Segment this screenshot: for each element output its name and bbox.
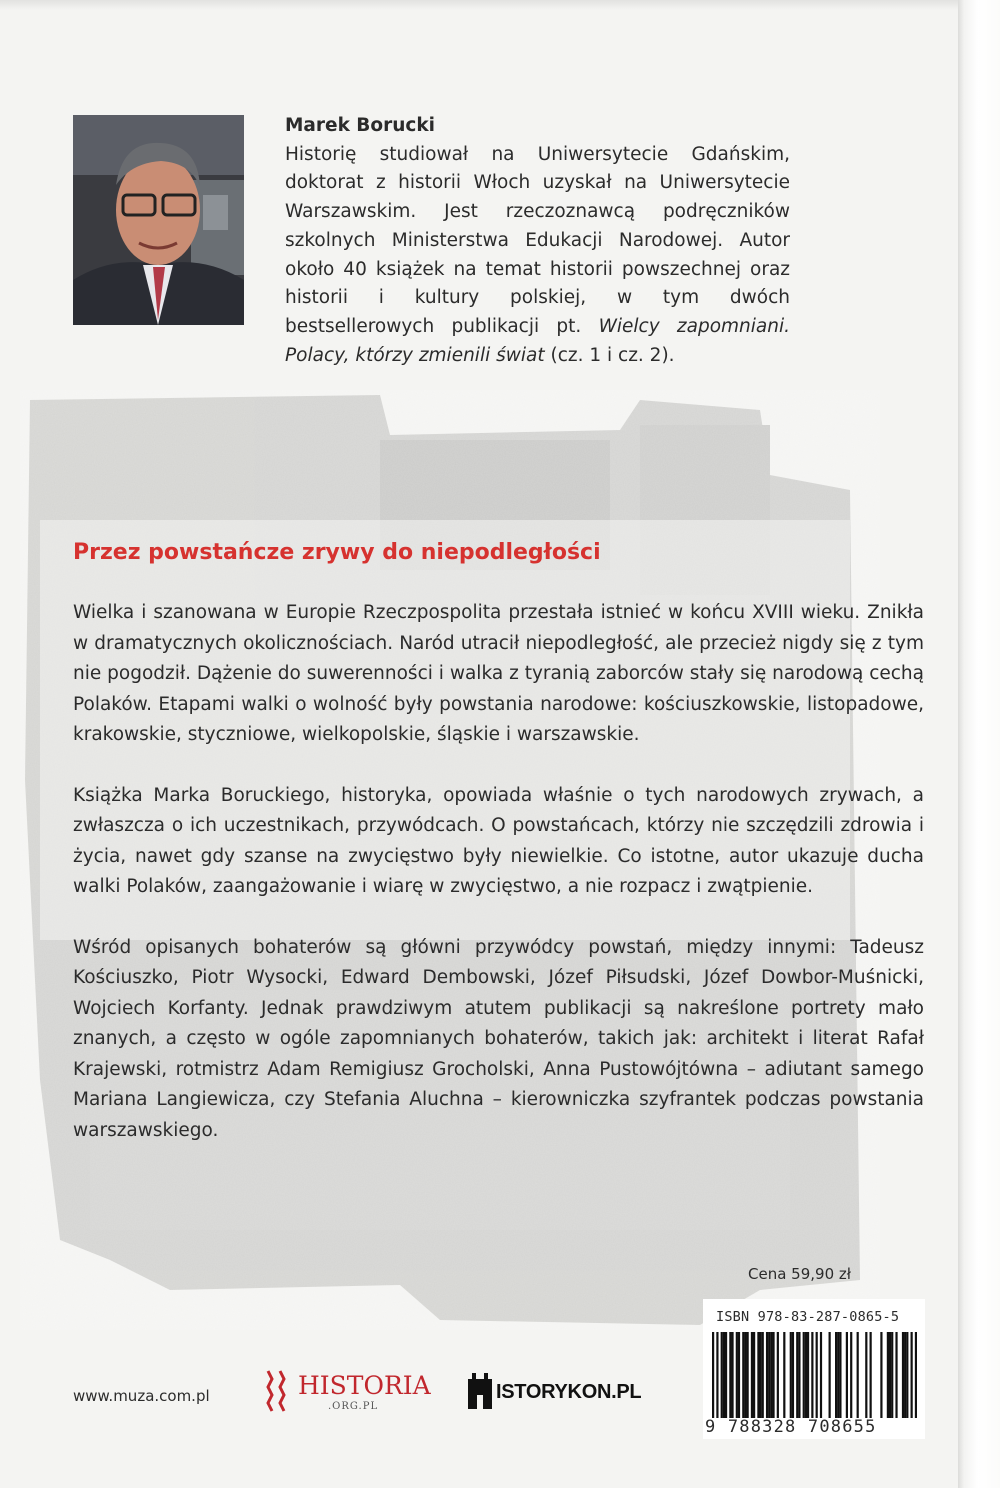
barcode-bar — [837, 1332, 839, 1418]
barcode-bar — [798, 1332, 800, 1418]
barcode-bar — [729, 1332, 731, 1418]
barcode-bar — [803, 1332, 805, 1418]
barcode-bar — [712, 1332, 714, 1418]
author-bio-block — [285, 112, 790, 370]
barcode-bar — [807, 1332, 809, 1418]
historia-logo-name: HISTORIA — [298, 1371, 431, 1400]
price-label: Cena 59,90 zł — [748, 1265, 852, 1283]
barcode-bar — [906, 1332, 908, 1418]
blurb-paragraph: Książka Marka Boruckiego, historyka, opowiada właśnie o tych narodowych zrywach, a zwłaszcza o ich uczestnikach, przywódcach. O powstańcach, którzy nie szczędzili zdrowia i życia, nawet gdy szanse na zwycięstwo były niewielkie. Co istotne, autor ukazuje ducha walki Polaków, zaangażowanie i wiarę w zwycięstwo, a nie rozpacz i zwątpienie. — [73, 784, 924, 897]
barcode-bar — [738, 1332, 740, 1418]
barcode-bar — [762, 1332, 764, 1418]
historia-logo — [262, 1365, 431, 1417]
barcode-bar — [811, 1332, 813, 1418]
castle-tower-icon — [466, 1369, 494, 1411]
barcode-bar — [790, 1332, 792, 1418]
barcode-bar — [731, 1332, 733, 1418]
barcode-bar — [783, 1332, 785, 1418]
barcode-bar — [889, 1332, 891, 1418]
barcode-bar — [721, 1332, 723, 1418]
book-title-italic: Wielcy zapomniani. Polacy, którzy zmienili świat — [285, 315, 790, 366]
barcode-bar — [865, 1332, 867, 1418]
barcode-bar — [805, 1332, 807, 1418]
author-photo — [73, 115, 244, 325]
historia-emblem-icon — [262, 1369, 296, 1415]
barcode-bar — [835, 1332, 837, 1418]
barcode-bar — [895, 1332, 897, 1418]
barcode-bar — [870, 1332, 872, 1418]
barcode-bar — [772, 1332, 774, 1418]
barcode-bar — [796, 1332, 798, 1418]
author-bio — [285, 141, 790, 371]
barcode-bar — [850, 1332, 852, 1418]
barcode-bar — [891, 1332, 893, 1418]
barcode-bar — [857, 1332, 859, 1418]
author-name: Marek Borucki — [285, 115, 436, 136]
author-bio-text: Historię studiował na Uniwersytecie Gdańskim, doktorat z historii Włoch uzyskał na Uniwersytecie Warszawskim. Jest rzeczoznawcą podręczników szkolnych Ministerstwa Edukacji Narodowej. Autor około 40 książek na temat historii powszechnej oraz historii i kultury polskiej, w tym dwóch bestsellerowych publikacji pt. — [285, 143, 790, 337]
barcode-bar — [902, 1332, 904, 1418]
historykon-logo-name: ISTORYKON.PL — [496, 1381, 642, 1403]
barcode-bar — [725, 1332, 727, 1418]
barcode-bar — [915, 1332, 917, 1418]
barcode-bar — [747, 1332, 749, 1418]
barcode-bar — [736, 1332, 738, 1418]
barcode-bar — [911, 1332, 913, 1418]
isbn-label: ISBN 978-83-287-0865-5 — [716, 1309, 900, 1325]
barcode-graphic — [712, 1332, 917, 1418]
barcode-bar — [880, 1332, 882, 1418]
barcode-bar — [820, 1332, 822, 1418]
blurb-body — [73, 598, 924, 1176]
author-bio-suffix: (cz. 1 i cz. 2). — [550, 344, 675, 366]
barcode-bar — [744, 1332, 746, 1418]
barcode-bar — [768, 1332, 770, 1418]
barcode-bar — [792, 1332, 794, 1418]
historykon-logo — [466, 1365, 666, 1415]
top-edge — [0, 0, 1000, 10]
barcode-bar — [904, 1332, 906, 1418]
barcode-bar — [846, 1332, 848, 1418]
barcode-bar — [770, 1332, 772, 1418]
historia-logo-sub: .ORG.PL — [328, 1401, 379, 1412]
barcode-bar — [716, 1332, 718, 1418]
barcode-bar — [759, 1332, 761, 1418]
isbn-barcode-box — [703, 1299, 925, 1439]
barcode-bar — [887, 1332, 889, 1418]
barcode-bar — [766, 1332, 768, 1418]
barcode-digits: 9 788328 708655 — [705, 1417, 877, 1437]
barcode-bar — [753, 1332, 755, 1418]
publisher-website: www.muza.com.pl — [73, 1387, 210, 1405]
barcode-bar — [723, 1332, 725, 1418]
barcode-bar — [777, 1332, 779, 1418]
barcode-bar — [829, 1332, 831, 1418]
barcode-bar — [751, 1332, 753, 1418]
barcode-bar — [816, 1332, 818, 1418]
barcode-bar — [757, 1332, 759, 1418]
barcode-bar — [742, 1332, 744, 1418]
blurb-paragraph: Wielka i szanowana w Europie Rzeczpospolita przestała istnieć w końcu XVIII wieku. Znikła w dramatycznych okolicznościach. Naród utracił niepodległość, ale przecież nigdy się z tym nie pogodził. Dążenie do suwerenności i walka z tyranią zaborców stały się narodową cechą Polaków. Etapami walki o wolność były powstania narodowe: kościuszkowskie, listopadowe, krakowskie, styczniowe, wielkopolskie, śląskie i warszawskie. — [73, 602, 924, 745]
barcode-bar — [839, 1332, 841, 1418]
blurb-paragraph: Wśród opisanych bohaterów są główni przywódcy powstań, między innymi: Tadeusz Kościuszko, Piotr Wysocki, Edward Dembowski, Józef Piłsudski, Józef Dowbor-Muśnicki, Wojciech Korfanty. Jednak prawdziwym atutem publikacji są nakreślone portrety mało znanych, a często w ogóle zapomnianych bohaterów, takich jak: architekt i literat Rafał Krajewski, rotmistrz Adam Remigiusz Grocholski, Anna Pustowójtówna – adiutant samego Mariana Langiewicza, czy Stefania Aluchna – kierowniczka szyfrantek podczas powstania warszawskiego. — [73, 936, 924, 1141]
section-title: Przez powstańcze zrywy do niepodległości — [73, 540, 601, 565]
